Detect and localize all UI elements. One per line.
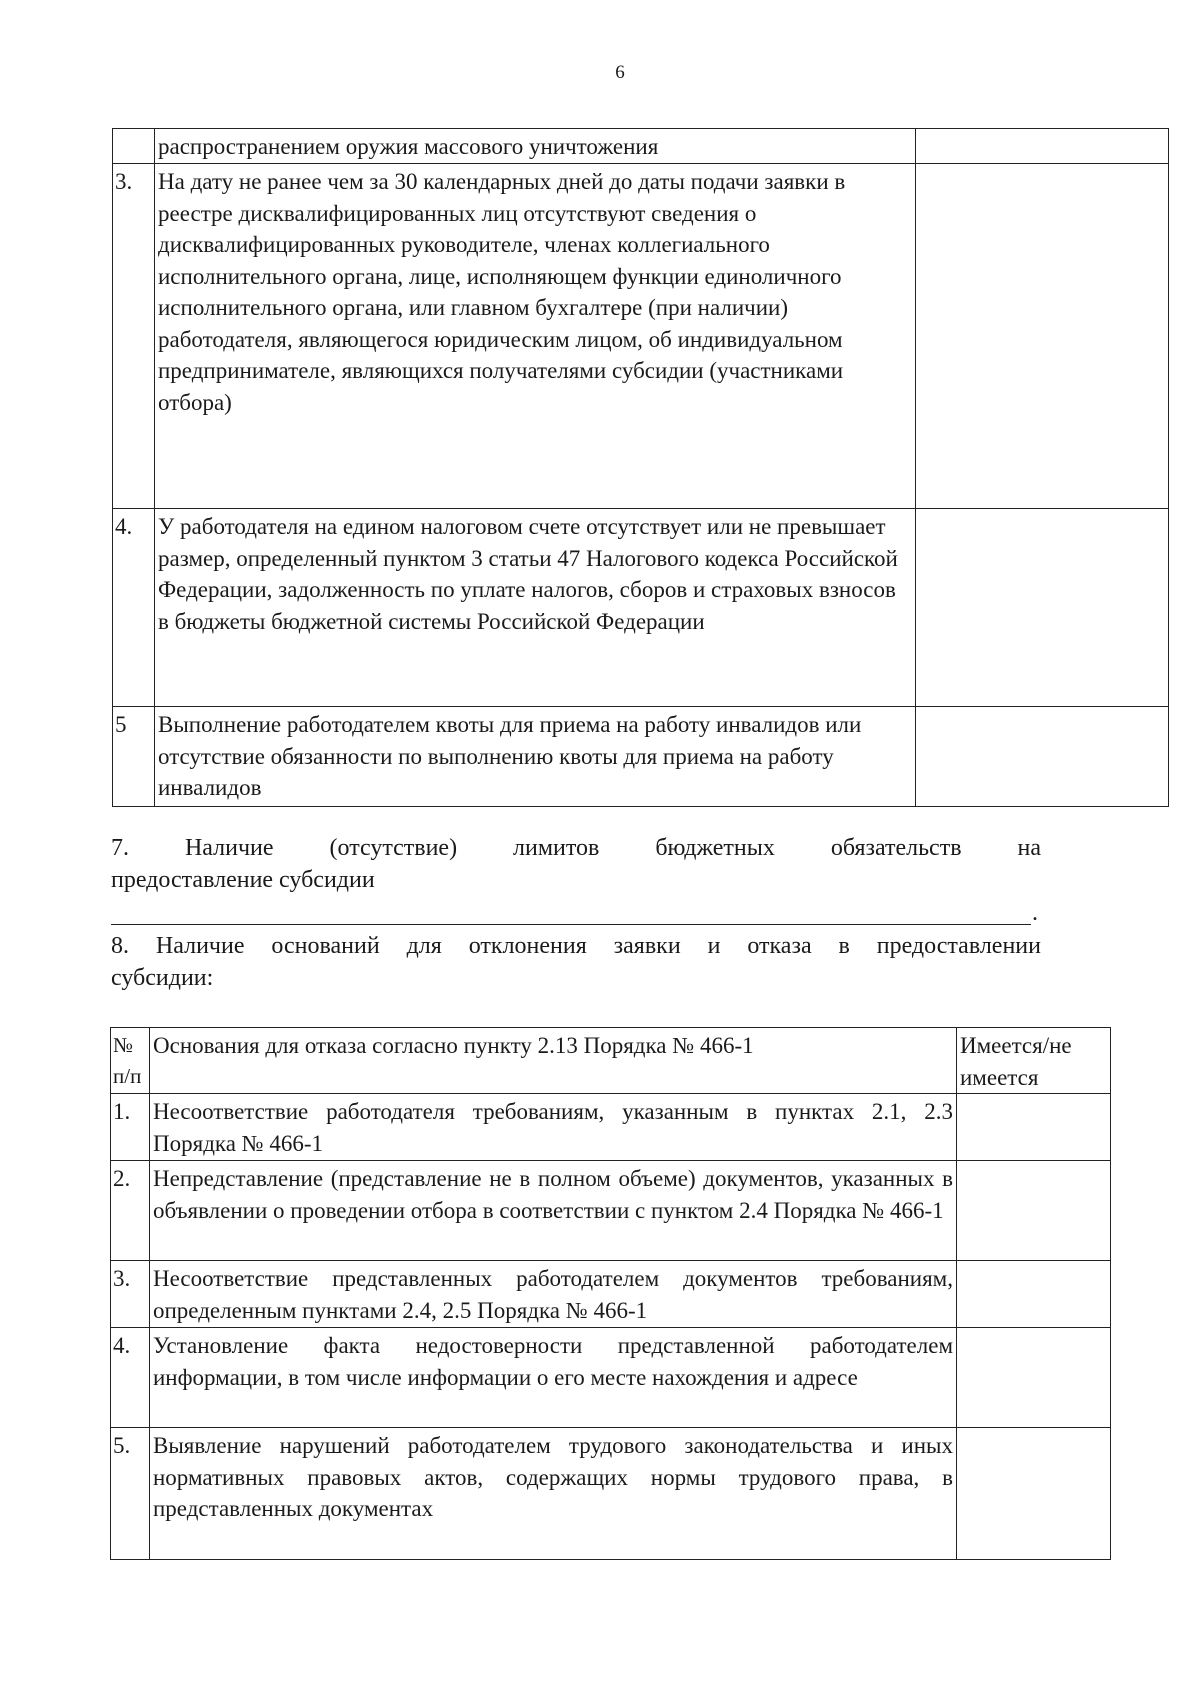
header-value: Имеется/не имеется bbox=[957, 1028, 1111, 1094]
table-row bbox=[111, 1428, 1111, 1560]
row-text: распространением оружия массового уничтожения bbox=[155, 129, 916, 164]
table-row bbox=[113, 509, 1169, 707]
row-number: 4. bbox=[111, 1328, 150, 1428]
header-text: Основания для отказа согласно пункту 2.13 Порядка № 466-1 bbox=[150, 1028, 957, 1094]
row-text: Несоответствие работодателя требованиям, указанным в пунктах 2.1, 2.3 Порядка № 466-1 bbox=[150, 1094, 957, 1161]
row-value-cell[interactable] bbox=[957, 1328, 1111, 1428]
table-header-row bbox=[111, 1028, 1111, 1094]
row-text: Выявление нарушений работодателем трудового законодательства и иных нормативных правовых актов, содержащих нормы трудового права, в представленных документах bbox=[150, 1428, 957, 1560]
row-value-cell[interactable] bbox=[957, 1094, 1111, 1161]
table-row bbox=[111, 1261, 1111, 1328]
page-number: 6 bbox=[615, 62, 625, 83]
row-text: Непредставление (представление не в полном объеме) документов, указанных в объявлении о проведении отбора в соответствии с пунктом 2.4 Порядка № 466-1 bbox=[150, 1161, 957, 1261]
section-8-line-2: субсидии: bbox=[111, 965, 214, 991]
header-number: № п/п bbox=[111, 1028, 150, 1094]
row-text: На дату не ранее чем за 30 календарных дней до даты подачи заявки в реестре дисквалифицированных лиц отсутствуют сведения о дисквалифицированных руководителе, членах коллегиального исполнительного органа, лице, исполняющем функции единоличного исполнительного органа, или главном бухгалтере (при наличии) работодателя, являющегося юридическим лицом, об индивидуальном предпринимателе, являющихся получателями субсидии (участниками отбора) bbox=[155, 164, 916, 509]
table-row bbox=[111, 1161, 1111, 1261]
section-7-line-1: 7. Наличие (отсутствие) лимитов бюджетных обязательств на bbox=[111, 835, 1041, 861]
row-text: Установление факта недостоверности представленной работодателем информации, в том числе информации о его месте нахождения и адресе bbox=[150, 1328, 957, 1428]
table-row bbox=[111, 1328, 1111, 1428]
row-value-cell[interactable] bbox=[916, 509, 1169, 707]
criteria-table-continued bbox=[112, 128, 1169, 807]
fill-line-period: . bbox=[1032, 900, 1038, 926]
section-7-line-2: предоставление субсидии bbox=[111, 867, 375, 893]
table-row bbox=[113, 707, 1169, 807]
row-text: Несоответствие представленных работодателем документов требованиям, определенным пунктами 2.4, 2.5 Порядка № 466-1 bbox=[150, 1261, 957, 1328]
row-value-cell[interactable] bbox=[916, 164, 1169, 509]
row-number: 5 bbox=[113, 707, 155, 807]
row-value-cell[interactable] bbox=[957, 1261, 1111, 1328]
section-7-paragraph bbox=[111, 832, 1041, 896]
row-value-cell[interactable] bbox=[957, 1161, 1111, 1261]
row-number: 5. bbox=[111, 1428, 150, 1560]
row-value-cell[interactable] bbox=[916, 129, 1169, 164]
row-text: Выполнение работодателем квоты для приема на работу инвалидов или отсутствие обязанности по выполнению квоты для приема на работу инвалидов bbox=[155, 707, 916, 807]
section-8-line-1: 8. Наличие оснований для отклонения заявки и отказа в предоставлении bbox=[111, 933, 1041, 959]
refusal-grounds-table bbox=[110, 1027, 1111, 1560]
table-row bbox=[111, 1094, 1111, 1161]
fill-in-line[interactable] bbox=[111, 924, 1031, 925]
section-8-paragraph bbox=[111, 930, 1041, 994]
row-text: У работодателя на едином налоговом счете отсутствует или не превышает размер, определенный пунктом 3 статьи 47 Налогового кодекса Российской Федерации, задолженность по уплате налогов, сборов и страховых взносов в бюджеты бюджетной системы Российской Федерации bbox=[155, 509, 916, 707]
row-number: 4. bbox=[113, 509, 155, 707]
row-value-cell[interactable] bbox=[916, 707, 1169, 807]
row-number: 3. bbox=[111, 1261, 150, 1328]
row-value-cell[interactable] bbox=[957, 1428, 1111, 1560]
row-number: 2. bbox=[111, 1161, 150, 1261]
row-number: 3. bbox=[113, 164, 155, 509]
table-row bbox=[113, 164, 1169, 509]
table-row bbox=[113, 129, 1169, 164]
row-number: 1. bbox=[111, 1094, 150, 1161]
row-number bbox=[113, 129, 155, 164]
